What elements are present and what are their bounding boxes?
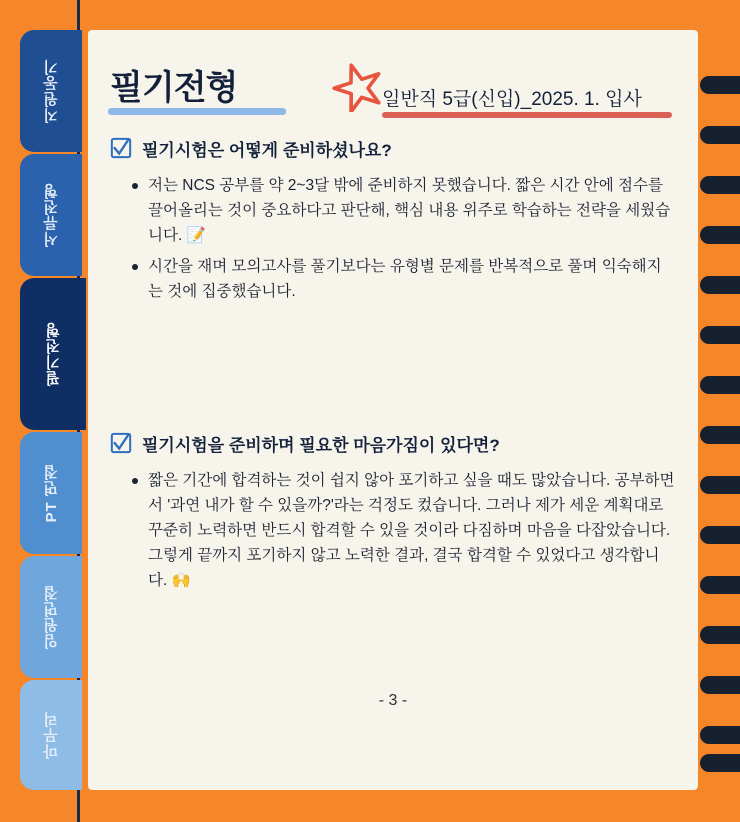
title-row [110, 52, 676, 130]
checkbox-checked-icon [110, 137, 132, 159]
section-question-2 [110, 431, 676, 594]
sidebar-item-label: 마무리 [42, 711, 60, 759]
binding-holes [700, 38, 740, 798]
section-question-1 [110, 136, 676, 305]
subtitle-underline [382, 112, 672, 118]
answer-list [110, 468, 676, 594]
list-item: 저는 NCS 공부를 약 2~3달 밖에 준비하지 못했습니다. 짧은 시간 안에 점수를 끌어올리는 것이 중요하다고 판단해, 핵심 내용 위주로 학습하는 전략을 세웠습니다. 📝 [148, 173, 676, 248]
sidebar-item-seoryu[interactable] [20, 154, 82, 276]
checkbox-checked-icon [110, 432, 132, 454]
page-number: - 3 - [378, 692, 408, 709]
page-content [110, 52, 676, 709]
sidebar-item-label: 서류전형 [42, 183, 60, 247]
list-item: 짧은 기간에 합격하는 것이 쉽지 않아 포기하고 싶을 때도 많았습니다. 공부하면서 '과연 내가 할 수 있을까?'라는 걱정도 컸습니다. 그러나 제가 세운 계획대로 꾸준히 노력하면 반드시 합격할 수 있을 것이라 다짐하며 마음을 다잡았습니다. 그렇게 끝까지 포기하지 않고 노력한 결과, 결국 합격할 수 있었다고 생각합니다. 🙌 [148, 468, 676, 594]
sidebar-item-label: 지원동기 [42, 59, 60, 123]
sidebar-item-label: 필기전형 [44, 322, 62, 386]
question-text: 필기시험을 준비하며 필요한 마음가짐이 있다면? [142, 435, 500, 455]
page-title: 필기전형 [110, 69, 238, 107]
star-icon [332, 60, 384, 112]
sidebar-item-label: 임원면접 [42, 585, 60, 649]
sidebar-item-wrapup[interactable] [20, 680, 82, 790]
title-underline [108, 108, 286, 115]
sidebar-item-pt-interview[interactable] [20, 432, 82, 554]
answer-list [110, 173, 676, 305]
sidebar-tabs [20, 30, 82, 790]
sidebar-item-jiwondonggi[interactable] [20, 30, 82, 152]
list-item: 시간을 재며 모의고사를 풀기보다는 유형별 문제를 반복적으로 풀며 익숙해지는 것에 집중했습니다. [148, 254, 676, 304]
question-heading-row [110, 431, 676, 456]
sidebar-item-executive-interview[interactable] [20, 556, 82, 678]
question-text: 필기시험은 어떻게 준비하셨나요? [142, 141, 392, 160]
question-heading-row [110, 136, 676, 161]
page-subtitle: 일반직 5급(신입)_2025. 1. 입사 [382, 89, 642, 110]
sidebar-item-pilgi[interactable] [20, 278, 86, 430]
sidebar-item-label: PT 면접 [42, 463, 60, 523]
